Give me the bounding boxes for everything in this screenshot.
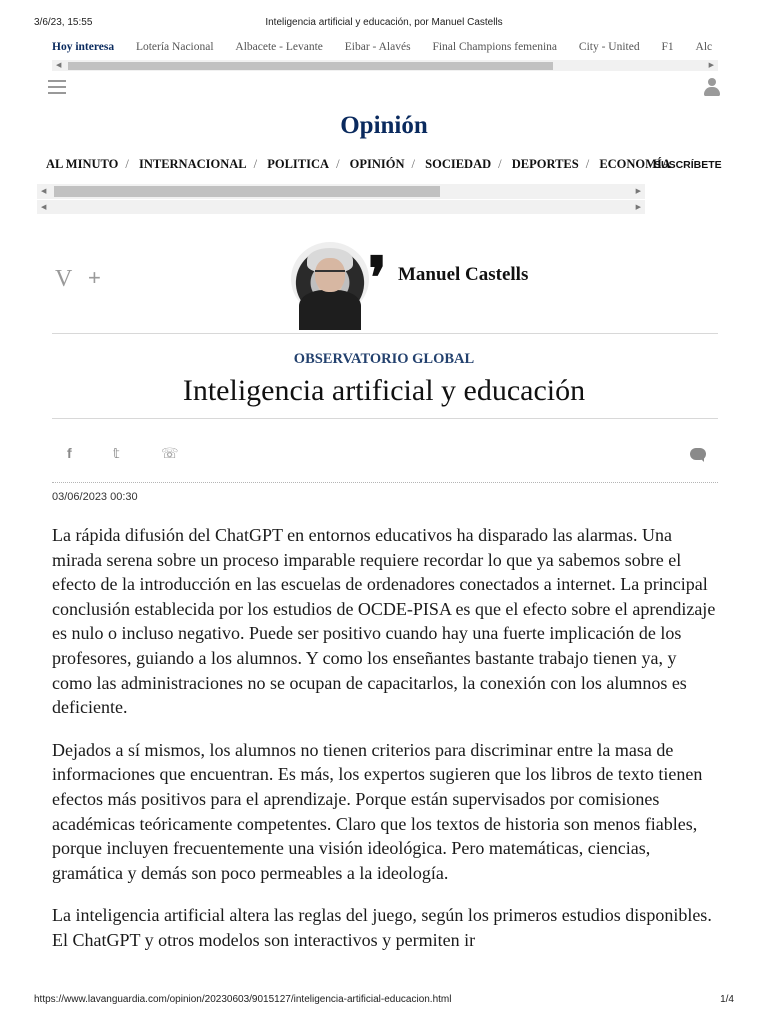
author-name[interactable]: Manuel Castells bbox=[398, 264, 529, 285]
nav-separator: / bbox=[336, 157, 340, 171]
comment-icon[interactable] bbox=[690, 448, 706, 460]
brand-logo[interactable]: V bbox=[55, 266, 73, 292]
print-page-number: 1/4 bbox=[720, 994, 734, 1005]
article-paragraph: La rápida difusión del ChatGPT en entornos educativos ha disparado las alarmas. Una mirada serena sobre un proceso imparable requiere recordar lo que ya sabemos sobre el efecto de la introducción en las escuelas de ordenadores conectados a internet. La principal conclusión establecida por los estudios de OCDE-PISA es que el efecto sobre el aprendizaje es nulo o incluso negativo. Puede ser positivo cuando hay una fuerte implicación de los profesores, guiando a los alumnos. Y como los enseñantes bastante trabajo tienen ya, y como las administraciones no se ocupan de capacitarlos, la conexión con los alumnos es deficiente. bbox=[52, 525, 716, 718]
plus-icon[interactable]: + bbox=[88, 265, 101, 290]
print-header bbox=[34, 17, 734, 31]
divider bbox=[52, 418, 718, 419]
nav-separator: / bbox=[498, 157, 502, 171]
nav-item[interactable]: AL MINUTO bbox=[46, 157, 119, 171]
scrollbar-thumb[interactable] bbox=[54, 186, 440, 197]
whatsapp-icon[interactable]: ☏ bbox=[161, 445, 179, 461]
print-footer bbox=[34, 994, 734, 1008]
quote-mark-icon: ❜ bbox=[368, 246, 387, 311]
nav-item[interactable]: POLITICA bbox=[267, 157, 330, 171]
subscribe-button[interactable]: SUSCRÍBETE bbox=[654, 159, 722, 171]
nav-item[interactable]: OPINIÓN bbox=[349, 157, 405, 171]
nav-item[interactable]: ECONOMÍA bbox=[599, 157, 671, 171]
facebook-icon[interactable]: f bbox=[67, 445, 72, 461]
share-bar bbox=[52, 445, 718, 465]
trending-item[interactable]: Lotería Nacional bbox=[135, 41, 214, 53]
section-title[interactable]: Opinión bbox=[340, 112, 428, 139]
scroll-right-icon[interactable]: ▶ bbox=[635, 188, 641, 195]
print-datetime: 3/6/23, 15:55 bbox=[34, 17, 93, 28]
main-nav bbox=[46, 157, 671, 175]
print-url: https://www.lavanguardia.com/opinion/20230603/9015127/inteligencia-artificial-educacion.html bbox=[34, 994, 452, 1005]
trending-item[interactable]: Final Champions femenina bbox=[432, 41, 558, 53]
trending-lead: Hoy interesa bbox=[52, 41, 115, 53]
nav-separator: / bbox=[585, 157, 590, 171]
twitter-icon[interactable]: 𝕥 bbox=[113, 445, 120, 461]
scroll-left-icon[interactable]: ◀ bbox=[41, 188, 47, 195]
nav-separator: / bbox=[125, 157, 129, 171]
trending-item[interactable]: Alc bbox=[695, 41, 713, 53]
article-headline: Inteligencia artificial y educación bbox=[182, 374, 586, 407]
article-paragraph: La inteligencia artificial altera las reglas del juego, según los primeros estudios disponibles. El ChatGPT y otros modelos son interactivos y permiten ir bbox=[52, 905, 712, 950]
article-kicker[interactable]: OBSERVATORIO GLOBAL bbox=[293, 351, 475, 367]
nav-item[interactable]: SOCIEDAD bbox=[425, 157, 492, 171]
trending-item[interactable]: Albacete - Levante bbox=[235, 41, 323, 53]
divider bbox=[52, 482, 718, 483]
article-paragraph: Dejados a sí mismos, los alumnos no tienen criterios para discriminar entre la masa de informaciones que encuentran. Es más, los expertos sugieren que los libros de texto tienen efectos más positivos para el aprendizaje. Porque están supervisados por comisiones académicas teóricamente competentes. Claro que los textos de historia son menos fiables, porque incluyen frecuentemente una visión ideológica. Pero matemáticas, ciencias, gramática y demás son poco permeables a la ideología. bbox=[52, 739, 703, 883]
article-body bbox=[52, 523, 718, 987]
nav-separator: / bbox=[253, 157, 258, 171]
trending-item[interactable]: Eibar - Alavés bbox=[344, 41, 411, 53]
trending-scrollbar[interactable] bbox=[52, 60, 718, 71]
avatar[interactable] bbox=[291, 242, 369, 316]
trending-item[interactable]: F1 bbox=[661, 41, 674, 53]
menu-icon[interactable] bbox=[48, 80, 66, 94]
author-bar bbox=[52, 238, 718, 334]
trending-item[interactable]: City - United bbox=[578, 41, 640, 53]
nav-item[interactable]: INTERNACIONAL bbox=[138, 157, 247, 171]
trending-bar bbox=[52, 41, 718, 59]
nav-scrollbar-track[interactable] bbox=[37, 200, 645, 214]
scroll-left-icon[interactable]: ◀ bbox=[41, 204, 47, 211]
nav-scrollbar[interactable] bbox=[37, 184, 645, 199]
user-icon[interactable] bbox=[703, 78, 721, 96]
nav-separator: / bbox=[411, 157, 416, 171]
publish-date: 03/06/2023 00:30 bbox=[52, 491, 138, 503]
scroll-right-icon[interactable]: ▶ bbox=[635, 204, 641, 211]
scroll-right-icon[interactable]: ▶ bbox=[708, 62, 714, 69]
scroll-left-icon[interactable]: ◀ bbox=[56, 62, 62, 69]
print-doc-title: Inteligencia artificial y educación, por Manuel Castells bbox=[265, 17, 503, 28]
scrollbar-thumb[interactable] bbox=[68, 62, 553, 70]
nav-item[interactable]: DEPORTES bbox=[511, 157, 579, 171]
